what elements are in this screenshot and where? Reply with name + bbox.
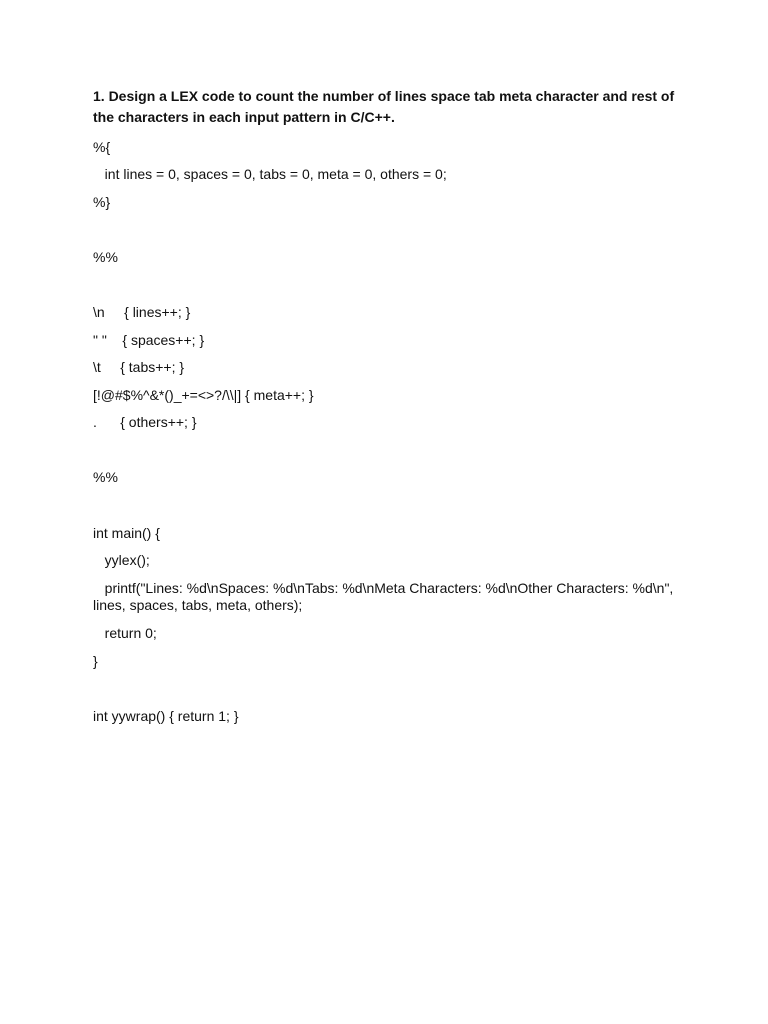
code-line-rules-end-separator: %% <box>93 469 118 485</box>
code-line-variable-declarations: int lines = 0, spaces = 0, tabs = 0, meta = 0, others = 0; <box>93 166 447 182</box>
code-line-others-rule: . { others++; } <box>93 414 197 430</box>
code-line-meta-rule: [!@#$%^&*()_+=<>?/\\|] { meta++; } <box>93 387 314 403</box>
code-line-main-close: } <box>93 653 98 669</box>
code-line-printf-call: printf("Lines: %d\nSpaces: %d\nTabs: %d\nMeta Characters: %d\nOther Characters: %d\n", lines, spaces, tabs, meta, others); <box>93 580 678 613</box>
code-line-definitions-close: %} <box>93 194 111 210</box>
code-line-yylex-call: yylex(); <box>93 552 150 568</box>
question-heading: 1. Design a LEX code to count the number of lines space tab meta character and rest of the characters in each input pattern in C/C++. <box>93 88 675 125</box>
code-line-definitions-open: %{ <box>93 139 111 155</box>
code-line-return: return 0; <box>93 625 157 641</box>
code-line-space-rule: " " { spaces++; } <box>93 332 205 348</box>
code-line-newline-rule: \n { lines++; } <box>93 304 191 320</box>
code-line-yywrap: int yywrap() { return 1; } <box>93 708 239 724</box>
code-line-rules-separator: %% <box>93 249 118 265</box>
code-line-tab-rule: \t { tabs++; } <box>93 359 185 375</box>
code-line-main-signature: int main() { <box>93 525 160 541</box>
